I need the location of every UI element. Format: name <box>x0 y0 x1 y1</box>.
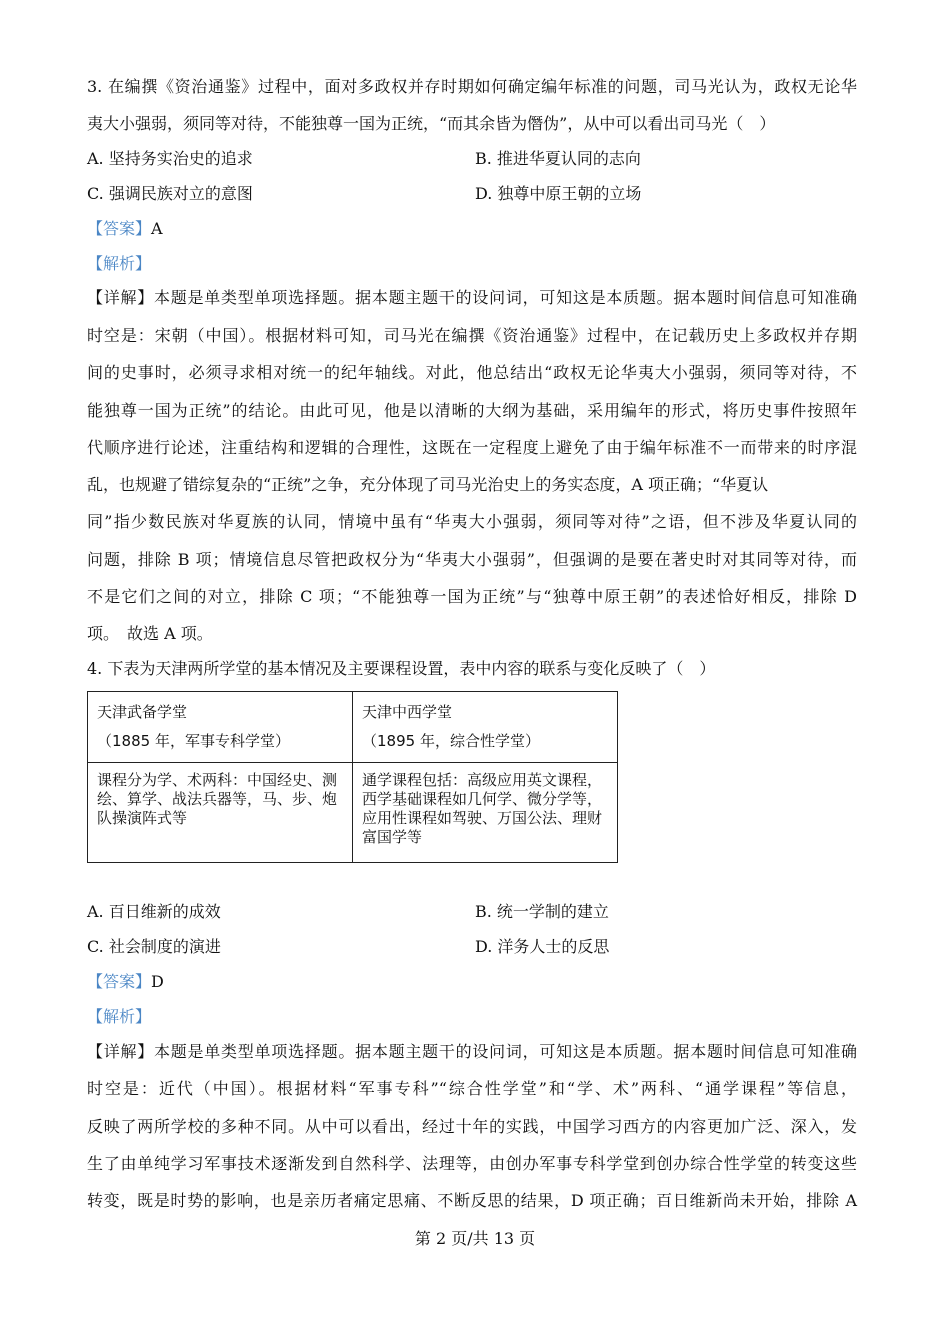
school-name: 天津中西学堂 <box>362 703 453 721</box>
school-info: （1895 年，综合性学堂） <box>362 732 540 750</box>
q3-detail-line: 代顺序进行论述，注重结构和逻辑的合理性，这既在一定程度上避免了由于编年标准不一而带来的时序混 <box>87 438 857 457</box>
table-header-cell <box>353 692 618 763</box>
answer-value: D <box>151 972 164 991</box>
q3-analysis-label: 【解析】 <box>87 254 152 273</box>
q4-option-d: D. 洋务人士的反思 <box>475 937 610 956</box>
table-header-cell <box>88 692 353 763</box>
q3-stem-line: 3. 在编撰《资治通鉴》过程中，面对多政权并存时期如何确定编年标准的问题，司马光认为，政权无论华 <box>87 77 857 96</box>
q4-detail-line: 转变，既是时势的影响，也是亲历者痛定思痛、不断反思的结果，D 项正确；百日维新尚未开始，排除 A <box>87 1191 857 1210</box>
q4-detail-line: 反映了两所学校的多种不同。从中可以看出，经过十年的实践，中国学习西方的内容更加广泛、深入，发 <box>87 1117 857 1136</box>
detail-text: 本题是单类型单项选择题。据本题主题干的设问词，可知这是本质题。据本题时间信息可知准确 <box>154 1042 857 1061</box>
q3-answer <box>87 218 857 240</box>
q4-option-a: A. 百日维新的成效 <box>87 902 221 921</box>
q4-option-b: B. 统一学制的建立 <box>475 902 609 921</box>
q3-option-c: C. 强调民族对立的意图 <box>87 184 253 203</box>
q3-detail-line: 乱，也规避了错综复杂的“正统”之争，充分体现了司马光治史上的务实态度，A 项正确；“华夏认 <box>87 475 769 494</box>
q3-detail-line: 能独尊一国为正统”的结论。由此可见，他是以清晰的大纲为基础，采用编年的形式，将历史事件按照年 <box>87 401 857 420</box>
q3-detail-line: 时空是：宋朝（中国）。根据材料可知，司马光在编撰《资治通鉴》过程中，在记载历史上多政权并存期 <box>87 326 857 345</box>
q3-detail-line <box>87 287 857 309</box>
q3-detail-line: 问题，排除 B 项；情境信息尽管把政权分为“华夷大小强弱”，但强调的是要在著史时对其同等对待，而 <box>87 550 857 569</box>
answer-label: 【答案】 <box>87 972 152 991</box>
table-cell: 通学课程包括：高级应用英文课程，西学基础课程如几何学、微分学等，应用性课程如驾驶、万国公法、理财富国学等 <box>353 763 618 863</box>
q3-option-a: A. 坚持务实治史的追求 <box>87 149 253 168</box>
q4-option-c: C. 社会制度的演进 <box>87 937 221 956</box>
q3-detail-line: 同”指少数民族对华夏族的认同，情境中虽有“华夷大小强弱，须同等对待”之语，但不涉及华夏认同的 <box>87 512 857 531</box>
detail-text: 本题是单类型单项选择题。据本题主题干的设问词，可知这是本质题。据本题时间信息可知准确 <box>154 288 857 307</box>
q4-stem: 4. 下表为天津两所学堂的基本情况及主要课程设置，表中内容的联系与变化反映了（ ） <box>87 659 716 678</box>
school-info: （1885 年，军事专科学堂） <box>97 732 290 750</box>
q3-option-b: B. 推进华夏认同的志向 <box>475 149 641 168</box>
q4-answer <box>87 971 857 993</box>
detail-label: 【详解】 <box>87 288 155 307</box>
q4-analysis-label: 【解析】 <box>87 1007 152 1026</box>
answer-value: A <box>151 219 163 238</box>
school-name: 天津武备学堂 <box>97 703 188 721</box>
q3-stem-line: 夷大小强弱，须同等对待，不能独尊一国为正统，“而其余皆为僭伪”，从中可以看出司马光（ ） <box>87 114 776 133</box>
detail-label: 【详解】 <box>87 1042 155 1061</box>
school-table <box>87 691 618 863</box>
q3-option-d: D. 独尊中原王朝的立场 <box>475 184 642 203</box>
answer-label: 【答案】 <box>87 219 152 238</box>
page-number: 第 2 页/共 13 页 <box>414 1229 536 1248</box>
q4-detail-line <box>87 1041 857 1063</box>
q3-detail-line: 项。 故选 A 项。 <box>87 624 213 643</box>
q3-detail-line: 不是它们之间的对立，排除 C 项；“不能独尊一国为正统”与“独尊中原王朝”的表述恰好相反，排除 D <box>87 587 857 606</box>
table-cell: 课程分为学、术两科：中国经史、测绘、算学、战法兵器等，马、步、炮队操演阵式等 <box>88 763 353 863</box>
q4-detail-line: 生了由单纯学习军事技术逐渐发到自然科学、法理等，由创办军事专科学堂到创办综合性学堂的转变这些 <box>87 1154 857 1173</box>
q3-detail-line: 间的史事时，必须寻求相对统一的纪年轴线。对此，他总结出“政权无论华夷大小强弱，须同等对待，不 <box>87 363 857 382</box>
q4-detail-line: 时空是：近代（中国）。根据材料“军事专科”“综合性学堂”和“学、术”两科、“通学课程”等信息， <box>87 1079 857 1098</box>
